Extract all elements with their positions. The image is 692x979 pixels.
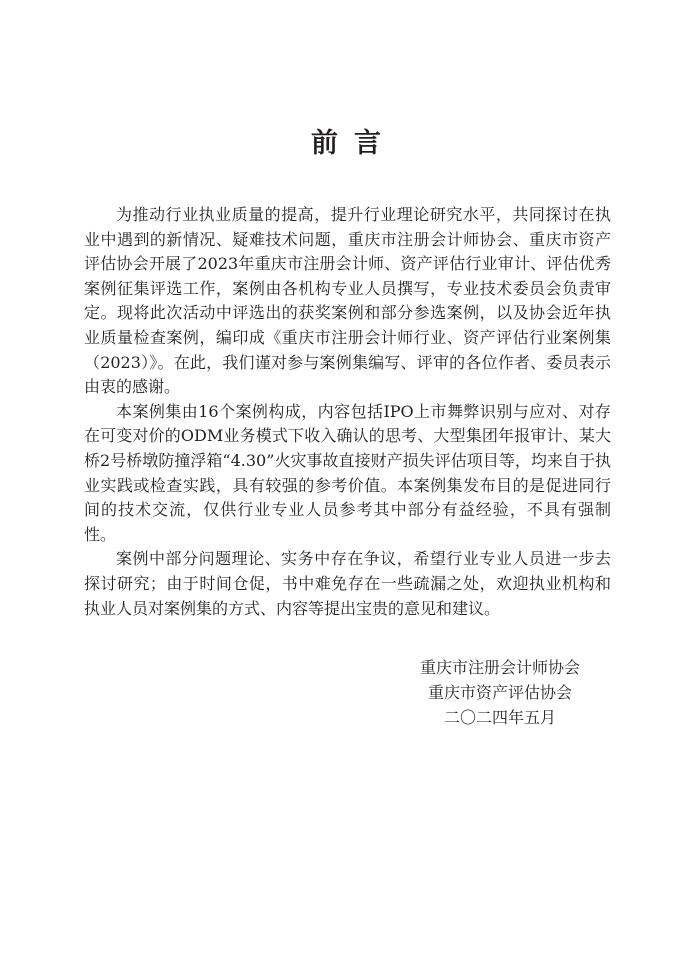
signature-date: 二〇二四年五月 <box>443 708 556 727</box>
signature-org-appraisal: 重庆市资产评估协会 <box>427 683 572 702</box>
paragraph-1: 为推动行业执业质量的提高，提升行业理论研究水平，共同探讨在执业中遇到的新情况、疑难技术问题，重庆市注册会计师协会、重庆市资产评估协会开展了2023年重庆市注册会计师、资产评估行业审计、评估优秀案例征集评选工作，案例由各机构专业人员撰写，专业技术委员会负责审定。现将此次活动中评选出的获奖案例和部分参选案例，以及协会近年执业质量检查案例，编印成《重庆市注册会计师行业、资产评估行业案例集（2023）》。在此，我们谨对参与案例集编写、评审的各位作者、委员表示由衷的感谢。 <box>84 205 611 397</box>
paragraph-3: 案例中部分问题理论、实务中存在争议，希望行业专业人员进一步去探讨研究；由于时间仓促，书中难免存在一些疏漏之处，欢迎执业机构和执业人员对案例集的方式、内容等提出宝贵的意见和建议。 <box>84 549 611 618</box>
preface-body <box>84 203 611 621</box>
paragraph-2: 本案例集由16个案例构成，内容包括IPO上市舞弊识别与应对、对存在可变对价的ODM业务模式下收入确认的思考、大型集团年报审计、某大桥2号桥墩防撞浮箱“4.30”火灾事故直接财产损失评估项目等，均来自于执业实践或检查实践，具有较强的参考价值。本案例集发布目的是促进同行间的技术交流，仅供行业专业人员参考其中部分有益经验，不具有强制性。 <box>84 401 611 544</box>
signature-org-cicpa: 重庆市注册会计师协会 <box>419 658 580 677</box>
signature-block <box>400 655 600 730</box>
page-title: 前言 <box>311 128 397 159</box>
